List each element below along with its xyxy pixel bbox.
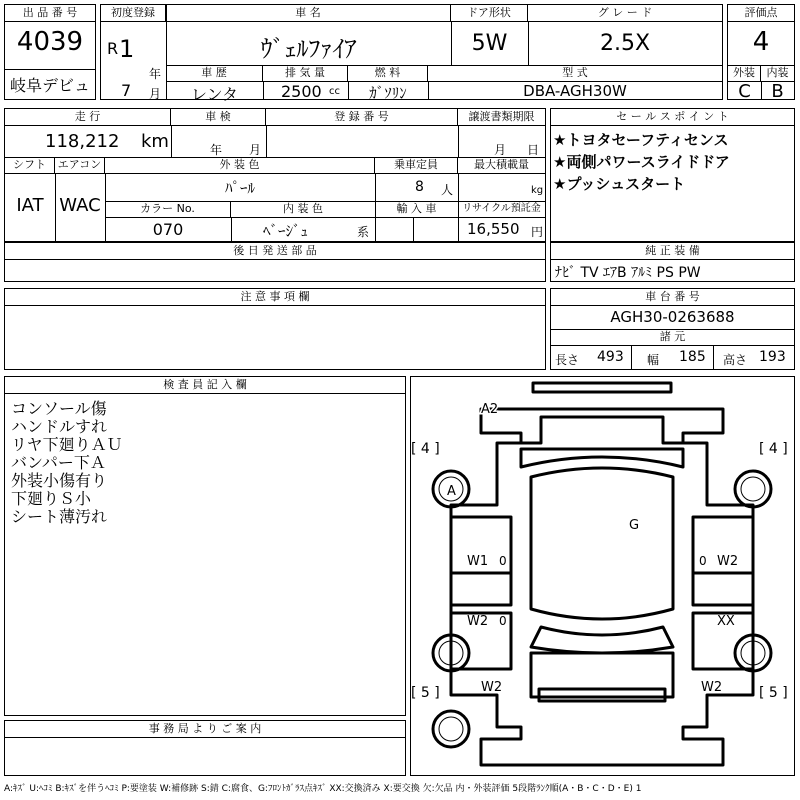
car-diagram-svg — [411, 377, 794, 775]
office-label: 事 務 局 よ り ご 案 内 — [5, 721, 405, 738]
legend: A:ｷｽﾞ U:ﾍｺﾐ B:ｷｽﾞを伴うﾍｺﾐ P:要塗装 W:補修跡 S:錆 C:腐食、G:ﾌﾛﾝﾄｶﾞﾗｽ点ｷｽﾞ XX:交換済み X:要交換 欠:欠品 内・外装評価 5段階ﾗﾝｸ順(A・B・C・D・E) 1 — [4, 784, 642, 794]
interior-label: 内装 — [761, 65, 794, 82]
era: R — [107, 39, 119, 58]
damage-mark: W1 — [467, 554, 489, 569]
later-parts — [4, 242, 546, 282]
shift-label: シフト — [5, 157, 55, 174]
fuel-value: ｶﾞｿﾘﾝ — [369, 84, 407, 102]
name-label: 車 名 — [166, 5, 451, 22]
lot-box — [4, 4, 96, 100]
grade-value: 2.5X — [599, 31, 651, 56]
transfer-label: 譲渡書類期限 — [458, 109, 545, 126]
length-value: 493 — [597, 349, 624, 365]
score-value: 4 — [752, 27, 770, 57]
lot-note: 岐阜デビュ — [9, 76, 90, 95]
damage-mark: XX — [717, 614, 735, 629]
inspector-line: リヤ下廻りＡＵ — [11, 435, 123, 454]
sales-points — [550, 108, 795, 242]
history-label: 車 歴 — [166, 65, 263, 82]
door-value: 5W — [471, 31, 508, 56]
door-label: ドア形状 — [451, 5, 528, 22]
chassis-label: 車 台 番 号 — [551, 289, 794, 306]
exterior-value: C — [738, 81, 751, 102]
color-label: 外 装 色 — [105, 157, 375, 174]
capacity-value: 8 — [415, 179, 424, 195]
interior-color-label: 内 装 色 — [231, 201, 375, 218]
month-value: 7 — [121, 81, 132, 100]
interior-color-suffix: 系 — [357, 225, 370, 239]
tire-front-left-label: [ 4 ] — [411, 441, 440, 457]
grade-label: グ レ ー ド — [528, 5, 722, 22]
displacement-value: 2500 — [281, 82, 322, 101]
header-grid — [100, 4, 723, 104]
score-label: 評価点 — [728, 5, 794, 22]
chassis — [550, 288, 795, 370]
chassis-value: AGH30-0263688 — [610, 308, 735, 326]
registration-label: 登 録 番 号 — [266, 109, 458, 126]
detail-grid — [4, 108, 546, 242]
equipment — [550, 242, 795, 282]
transfer-day: 日 — [527, 143, 540, 157]
recycle-label: リサイクル預託金 — [458, 201, 545, 218]
damage-mark: 0 — [699, 554, 707, 568]
sales-point-item: ★プッシュスタート — [553, 175, 686, 193]
mileage-label: 走 行 — [5, 109, 171, 126]
recycle-unit: 円 — [531, 225, 544, 239]
width-value: 185 — [679, 349, 706, 365]
inspection-year: 年 — [210, 143, 223, 157]
spec-label: 諸 元 — [551, 329, 794, 346]
load-unit: kg — [531, 185, 544, 196]
year-suffix: 年 — [149, 67, 162, 81]
damage-mark: G — [629, 518, 640, 533]
first-reg-label: 初度登録 — [101, 5, 166, 22]
width-label: 幅 — [647, 353, 660, 367]
history-value: レンタ — [191, 85, 238, 104]
sales-point-item: ★トヨタセーフティセンス — [553, 131, 729, 149]
height-value: 193 — [759, 349, 786, 365]
lot-label: 出 品 番 号 — [5, 5, 95, 22]
color-value: ﾊﾟｰﾙ — [224, 179, 255, 197]
inspection-label: 車 検 — [171, 109, 266, 126]
tire-rear-right-label: [ 5 ] — [759, 685, 788, 701]
inspector-line: コンソール傷 — [11, 399, 107, 418]
damage-mark: W2 — [481, 680, 503, 695]
tire-rear-left-label: [ 5 ] — [411, 685, 440, 701]
lot-number: 4039 — [16, 27, 84, 57]
equipment-label: 純 正 装 備 — [551, 243, 794, 260]
mileage-value: 118,212 — [45, 131, 120, 152]
notes-label: 注 意 事 項 欄 — [5, 289, 545, 306]
fuel-label: 燃 料 — [348, 65, 428, 82]
tire-front-right-label: [ 4 ] — [759, 441, 788, 457]
model-value: DBA-AGH30W — [523, 82, 627, 100]
shift-value: IAT — [16, 195, 44, 216]
vehicle-diagram — [410, 376, 795, 776]
import-label: 輸 入 車 — [375, 201, 458, 218]
model-label: 型 式 — [428, 65, 722, 82]
notes — [4, 288, 546, 370]
score-box — [727, 4, 795, 100]
recycle-value: 16,550 — [467, 220, 520, 238]
color-no-label: カラー No. — [105, 201, 231, 218]
sales-point-item: ★両側パワースライドドア — [553, 153, 730, 171]
inspector-line: バンパー下Ａ — [11, 453, 106, 472]
inspector-line: 下廻りＳ小 — [11, 489, 92, 508]
inspector-line: ハンドルすれ — [11, 417, 108, 436]
capacity-label: 乗車定員 — [375, 157, 458, 174]
office-box — [4, 720, 406, 776]
ac-value: WAC — [59, 195, 101, 216]
inspector-line: 外装小傷有り — [11, 471, 108, 490]
damage-mark: A — [447, 484, 456, 499]
inspector-box — [4, 376, 406, 716]
damage-mark: A2 — [481, 402, 499, 417]
damage-mark: 0 — [499, 614, 507, 628]
displacement-unit: cc — [329, 86, 340, 97]
inspection-month: 月 — [249, 143, 262, 157]
interior-value: B — [771, 81, 784, 102]
inspector-line: シート薄汚れ — [11, 507, 108, 526]
sales-points-label: セ ー ル ス ポ イ ン ト — [551, 109, 794, 126]
displacement-label: 排 気 量 — [263, 65, 348, 82]
capacity-unit: 人 — [441, 183, 454, 197]
equipment-value: ﾅﾋﾞ TV ｴｱB ｱﾙﾐ PS PW — [555, 265, 701, 281]
transfer-month: 月 — [494, 143, 507, 157]
name-value: ｳﾞｪﾙﾌｧｲｱ — [260, 35, 357, 63]
later-parts-label: 後 日 発 送 部 品 — [5, 243, 545, 260]
damage-mark: W2 — [701, 680, 723, 695]
length-label: 長さ — [555, 353, 580, 367]
damage-mark: 0 — [499, 554, 507, 568]
ac-label: エアコン — [55, 157, 105, 174]
damage-mark: W2 — [467, 614, 489, 629]
exterior-label: 外装 — [728, 65, 761, 82]
interior-color-value: ﾍﾞｰｼﾞｭ — [263, 222, 309, 240]
color-no-value: 070 — [152, 220, 184, 239]
height-label: 高さ — [723, 353, 748, 367]
month-suffix: 月 — [149, 87, 162, 101]
year-value: 1 — [119, 35, 135, 63]
damage-mark: W2 — [717, 554, 739, 569]
load-label: 最大積載量 — [458, 157, 545, 174]
mileage-unit: km — [141, 131, 169, 152]
inspector-label: 検 査 員 記 入 欄 — [5, 377, 405, 394]
